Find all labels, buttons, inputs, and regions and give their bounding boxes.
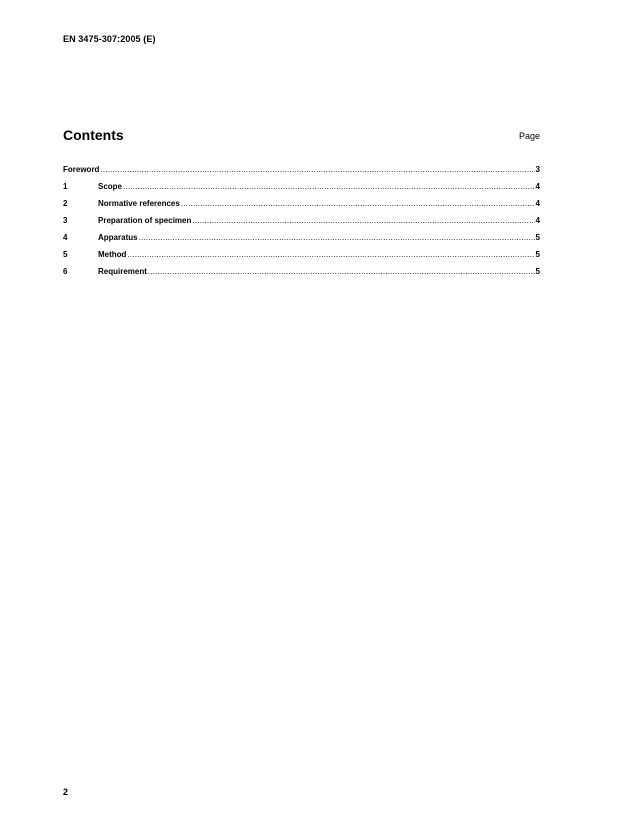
toc-entry-normative-references[interactable] bbox=[63, 199, 540, 216]
toc-dot-leader bbox=[192, 216, 534, 225]
toc-entry-requirement[interactable] bbox=[63, 267, 540, 284]
toc-entry-number: 6 bbox=[63, 267, 68, 276]
toc-entry-number: 4 bbox=[63, 233, 68, 242]
page-column-label: Page bbox=[518, 131, 540, 141]
toc-dot-leader bbox=[127, 250, 534, 259]
toc-entry-number: 3 bbox=[63, 216, 68, 225]
toc-entry-page: 4 bbox=[535, 199, 540, 208]
toc-dot-leader bbox=[139, 233, 535, 242]
toc-entry-page: 5 bbox=[535, 233, 540, 242]
toc-entry-title: Requirement bbox=[98, 267, 147, 276]
toc-entry-preparation-of-specimen[interactable] bbox=[63, 216, 540, 233]
toc-entry-title: Method bbox=[98, 250, 127, 259]
toc-entry-number: 1 bbox=[63, 182, 68, 191]
toc-entry-apparatus[interactable] bbox=[63, 233, 540, 250]
toc-entry-number: 2 bbox=[63, 199, 68, 208]
toc-entry-page: 4 bbox=[535, 216, 540, 225]
toc-entry-title: Scope bbox=[98, 182, 123, 191]
toc-entry-title: Apparatus bbox=[98, 233, 138, 242]
toc-entry-page: 5 bbox=[535, 250, 540, 259]
toc-entry-method[interactable] bbox=[63, 250, 540, 267]
toc-entry-page: 4 bbox=[535, 182, 540, 191]
contents-heading: Contents bbox=[63, 127, 124, 143]
toc-entry-page: 5 bbox=[535, 267, 540, 276]
toc-entry-title: Foreword bbox=[63, 165, 100, 174]
document-id-header: EN 3475-307:2005 (E) bbox=[63, 34, 156, 44]
toc-entry-title: Preparation of specimen bbox=[98, 216, 192, 225]
toc-dot-leader bbox=[100, 165, 534, 174]
toc-entry-number: 5 bbox=[63, 250, 68, 259]
toc-dot-leader bbox=[123, 182, 535, 191]
page-number: 2 bbox=[63, 787, 69, 797]
toc-dot-leader bbox=[181, 199, 535, 208]
toc-entry-page: 3 bbox=[535, 165, 540, 174]
toc-entry-scope[interactable] bbox=[63, 182, 540, 199]
toc-entry-title: Normative references bbox=[98, 199, 180, 208]
table-of-contents bbox=[63, 165, 540, 284]
toc-dot-leader bbox=[148, 267, 535, 276]
toc-entry-foreword[interactable] bbox=[63, 165, 540, 182]
